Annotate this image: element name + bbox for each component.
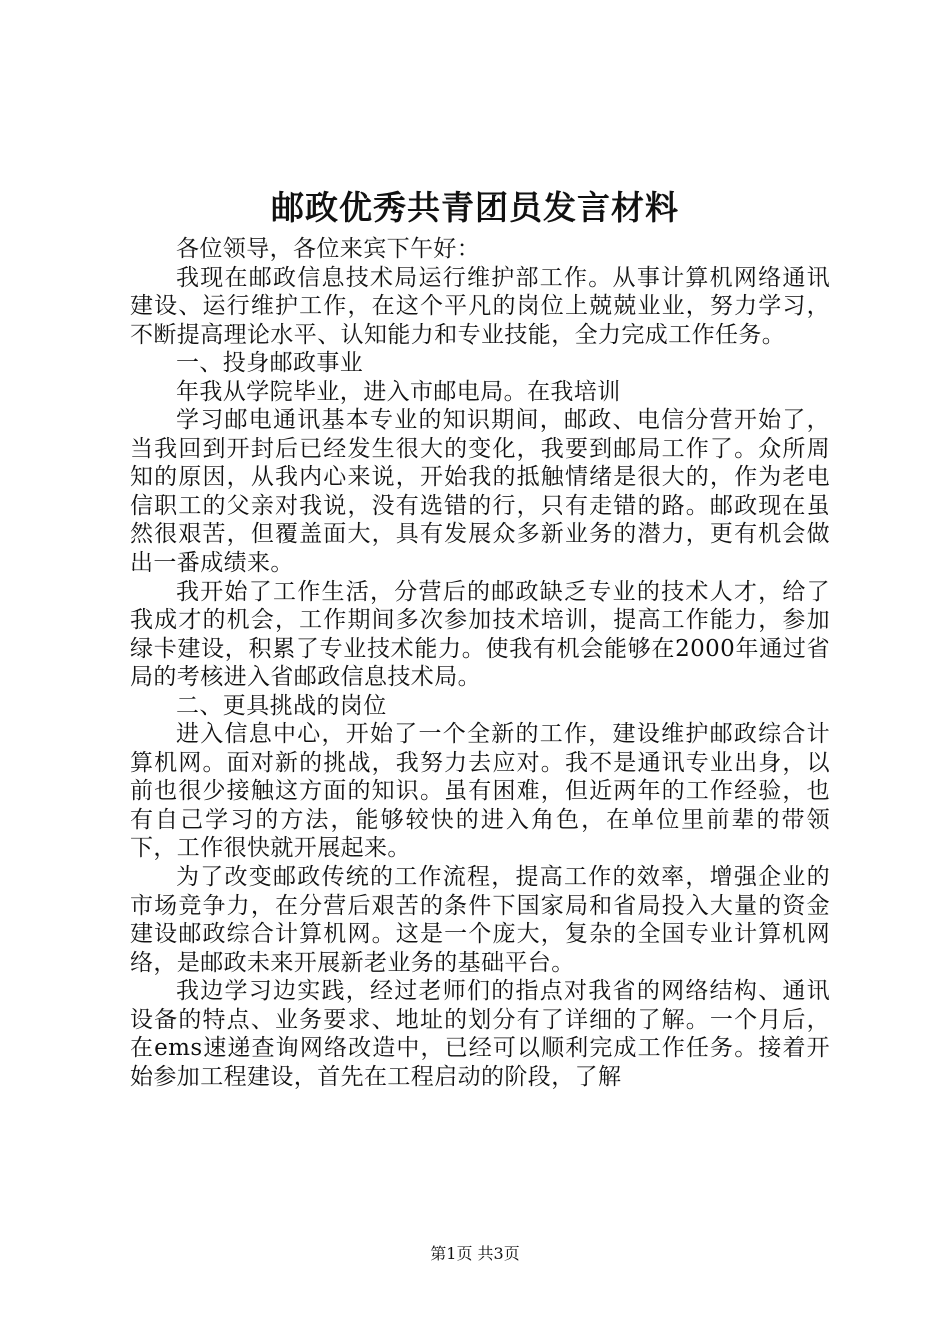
document-body (130, 235, 830, 1091)
body-paragraph: 学习邮电通讯基本专业的知识期间，邮政、电信分营开始了，当我回到开封后已经发生很大的变化，我要到邮局工作了。众所周知的原因，从我内心来说，开始我的抵触情绪是很大的，作为老电信职工的父亲对我说，没有选错的行，只有走错的路。邮政现在虽然很艰苦，但覆盖面大，具有发展众多新业务的潜力，更有机会做出一番成绩来。 (130, 407, 830, 577)
intro-paragraph: 我现在邮政信息技术局运行维护部工作。从事计算机网络通讯建设、运行维护工作，在这个平凡的岗位上兢兢业业，努力学习，不断提高理论水平、认知能力和专业技能，全力完成工作任务。 (130, 264, 830, 348)
document-title: 邮政优秀共青团员发言材料 (271, 188, 679, 227)
body-paragraph: 进入信息中心，开始了一个全新的工作，建设维护邮政综合计算机网。面对新的挑战，我努力去应对。我不是通讯专业出身，以前也很少接触这方面的知识。虽有困难，但近两年的工作经验，也有自己学习的方法，能够较快的进入角色，在单位里前辈的带领下，工作很快就开展起来。 (130, 721, 830, 862)
greeting-paragraph: 各位领导，各位来宾下午好： (176, 236, 481, 262)
section-heading-2: 二、更具挑战的岗位 (176, 692, 387, 719)
body-paragraph: 我开始了工作生活，分营后的邮政缺乏专业的技术人才，给了我成才的机会，工作期间多次参加技术培训，提高工作能力，参加绿卡建设，积累了专业技术能力。使我有机会能够在2000年通过省局的考核进入省邮政信息技术局。 (130, 578, 830, 691)
body-paragraph: 年我从学院毕业，进入市邮电局。在我培训 (176, 378, 621, 405)
body-paragraph: 为了改变邮政传统的工作流程，提高工作的效率，增强企业的市场竞争力，在分营后艰苦的条件下国家局和省局投入大量的资金建设邮政综合计算机网。这是一个庞大，复杂的全国专业计算机网络，是邮政未来开展新老业务的基础平台。 (130, 864, 830, 976)
body-paragraph: 我边学习边实践，经过老师们的指点对我省的网络结构、通讯设备的特点、业务要求、地址的划分有了详细的了解。一个月后，在ems速递查询网络改造中，已经可以顺利完成工作任务。接着开始参加工程建设，首先在工程启动的阶段，了解 (130, 978, 830, 1090)
section-heading-1: 一、投身邮政事业 (176, 350, 364, 377)
page-footer: 第1页 共3页 (430, 1244, 520, 1263)
